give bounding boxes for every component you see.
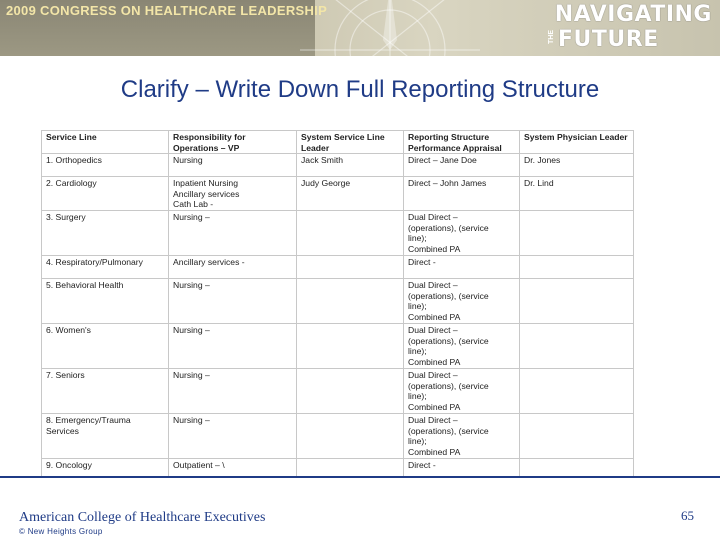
table-cell <box>297 256 404 279</box>
table-cell: 1. Orthopedics <box>42 154 169 177</box>
table-cell <box>297 211 404 256</box>
congress-title: 2009 CONGRESS ON HEALTHCARE LEADERSHIP <box>6 3 328 18</box>
table-cell: 4. Respiratory/Pulmonary <box>42 256 169 279</box>
table-cell: 5. Behavioral Health <box>42 279 169 324</box>
table-cell: Nursing – <box>169 414 297 459</box>
table-cell <box>520 414 634 459</box>
table-cell <box>297 414 404 459</box>
table-cell: Direct – Jane Doe <box>404 154 520 177</box>
table-cell <box>520 324 634 369</box>
table-cell: Direct - <box>404 256 520 279</box>
header-responsibility: Responsibility for Operations – VP <box>169 131 297 154</box>
header-physician-leader: System Physician Leader <box>520 131 634 154</box>
table-row <box>42 177 634 211</box>
table-row <box>42 211 634 256</box>
table-cell: 3. Surgery <box>42 211 169 256</box>
table-cell: Jack Smith <box>297 154 404 177</box>
reporting-structure-table <box>41 130 634 477</box>
table-row <box>42 414 634 459</box>
table-cell <box>520 369 634 414</box>
table-cell: Dual Direct – (operations), (service line); Combined PA <box>404 211 520 256</box>
table-body <box>42 154 634 477</box>
table-cell: Dual Direct – (operations), (service line); Combined PA <box>404 279 520 324</box>
table-cell: Dual Direct – (operations), (service line); Combined PA <box>404 414 520 459</box>
table-cell <box>520 256 634 279</box>
table-cell: Dr. Jones <box>520 154 634 177</box>
table-cell: Nursing – <box>169 211 297 256</box>
table-cell: 6. Women's <box>42 324 169 369</box>
table-cell: 8. Emergency/Trauma Services <box>42 414 169 459</box>
table-cell: 7. Seniors <box>42 369 169 414</box>
table-cell <box>297 459 404 477</box>
table-cell: 2. Cardiology <box>42 177 169 211</box>
organization-name: American College of Healthcare Executives <box>19 510 266 525</box>
table-cell: Ancillary services - <box>169 256 297 279</box>
table-cell <box>520 211 634 256</box>
footer-divider <box>0 476 720 478</box>
table-cell: Nursing – <box>169 369 297 414</box>
table-row <box>42 369 634 414</box>
header-service-line: Service Line <box>42 131 169 154</box>
header-reporting-structure: Reporting Structure Performance Appraisal <box>404 131 520 154</box>
the-logo-text: THE <box>548 30 555 44</box>
table-cell: Outpatient – \ <box>169 459 297 477</box>
table-row <box>42 256 634 279</box>
table-header-row <box>42 131 634 154</box>
table-cell <box>520 459 634 477</box>
header-banner <box>0 0 720 56</box>
table-cell <box>297 369 404 414</box>
table-cell <box>297 324 404 369</box>
table-cell: Direct – John James <box>404 177 520 211</box>
table-cell: Nursing <box>169 154 297 177</box>
table-row <box>42 459 634 477</box>
table-cell: Dual Direct – (operations), (service line); Combined PA <box>404 324 520 369</box>
slide-title: Clarify – Write Down Full Reporting Structure <box>120 76 600 103</box>
table-cell <box>520 279 634 324</box>
table-cell: 9. Oncology <box>42 459 169 477</box>
future-logo-text: FUTURE <box>558 27 659 52</box>
navigating-logo-text: NAVIGATING <box>554 2 712 27</box>
table-row <box>42 279 634 324</box>
table-cell: Inpatient Nursing Ancillary services Cath Lab - <box>169 177 297 211</box>
table-cell: Nursing – <box>169 324 297 369</box>
table-cell: Dual Direct – (operations), (service line); Combined PA <box>404 369 520 414</box>
table-cell: Direct - <box>404 459 520 477</box>
table-cell <box>297 279 404 324</box>
table-cell: Judy George <box>297 177 404 211</box>
table-cell: Nursing – <box>169 279 297 324</box>
page-number: 65 <box>681 508 694 523</box>
copyright-text: © New Heights Group <box>19 527 103 536</box>
header-system-leader: System Service Line Leader <box>297 131 404 154</box>
table-cell: Dr. Lind <box>520 177 634 211</box>
table-row <box>42 154 634 177</box>
table-row <box>42 324 634 369</box>
